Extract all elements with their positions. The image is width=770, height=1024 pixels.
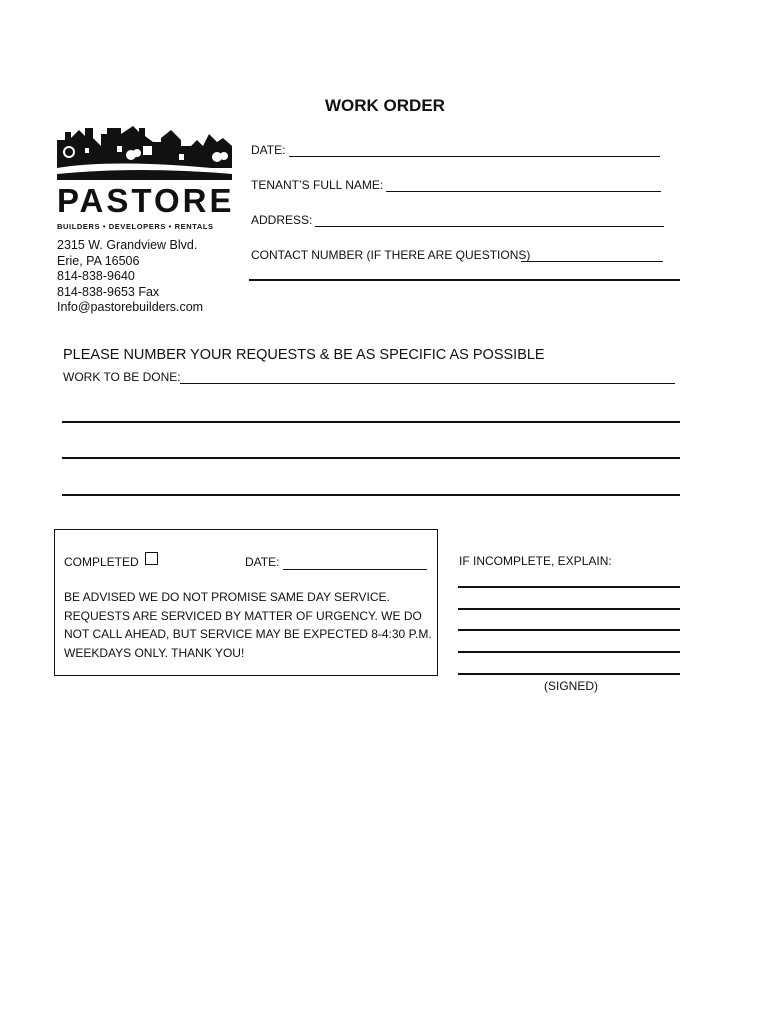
page-title: WORK ORDER	[325, 96, 445, 115]
tenant-name-field[interactable]	[386, 191, 661, 192]
contact-number-field[interactable]	[521, 261, 663, 262]
contact-number-label: CONTACT NUMBER (IF THERE ARE QUESTIONS)	[251, 248, 531, 262]
company-fax: 814-838-9653 Fax	[57, 285, 160, 299]
explain-line[interactable]	[458, 651, 680, 653]
explain-line[interactable]	[458, 608, 680, 610]
header-divider	[249, 279, 680, 281]
instruction-heading: PLEASE NUMBER YOUR REQUESTS & BE AS SPECIFIC AS POSSIBLE	[63, 347, 545, 363]
company-email: Info@pastorebuilders.com	[57, 300, 204, 314]
signature-line[interactable]	[458, 673, 680, 675]
work-line[interactable]	[62, 494, 680, 496]
service-notice: BE ADVISED WE DO NOT PROMISE SAME DAY SERVICE. REQUESTS ARE SERVICED BY MATTER OF URGENCY. WE DO NOT CALL AHEAD, BUT SERVICE MAY BE EXPECTED 8-4:30 P.M. WEEKDAYS ONLY. THANK YOU!	[64, 590, 432, 660]
company-name: PASTORE	[57, 182, 235, 219]
completion-date-field[interactable]	[283, 569, 427, 570]
tenant-name-label: TENANT’S FULL NAME:	[251, 178, 384, 192]
address-field[interactable]	[315, 226, 664, 227]
company-address-line: 2315 W. Grandview Blvd.	[57, 238, 198, 252]
date-field[interactable]	[289, 156, 660, 157]
incomplete-explain-label: IF INCOMPLETE, EXPLAIN:	[459, 554, 612, 568]
date-label: DATE:	[251, 143, 286, 157]
company-address-line: Erie, PA 16506	[57, 254, 140, 268]
work-line[interactable]	[180, 383, 675, 384]
explain-line[interactable]	[458, 629, 680, 631]
address-label: ADDRESS:	[251, 213, 313, 227]
company-phone: 814-838-9640	[57, 269, 135, 283]
work-line[interactable]	[62, 421, 680, 423]
company-tagline: BUILDERS • DEVELOPERS • RENTALS	[57, 222, 214, 231]
signed-label: (SIGNED)	[544, 679, 598, 693]
work-to-be-done-label: WORK TO BE DONE:	[63, 370, 181, 384]
completion-date-label: DATE:	[245, 555, 280, 569]
completed-checkbox[interactable]	[145, 552, 158, 565]
work-line[interactable]	[62, 457, 680, 459]
explain-line[interactable]	[458, 586, 680, 588]
completed-label: COMPLETED	[64, 555, 139, 569]
